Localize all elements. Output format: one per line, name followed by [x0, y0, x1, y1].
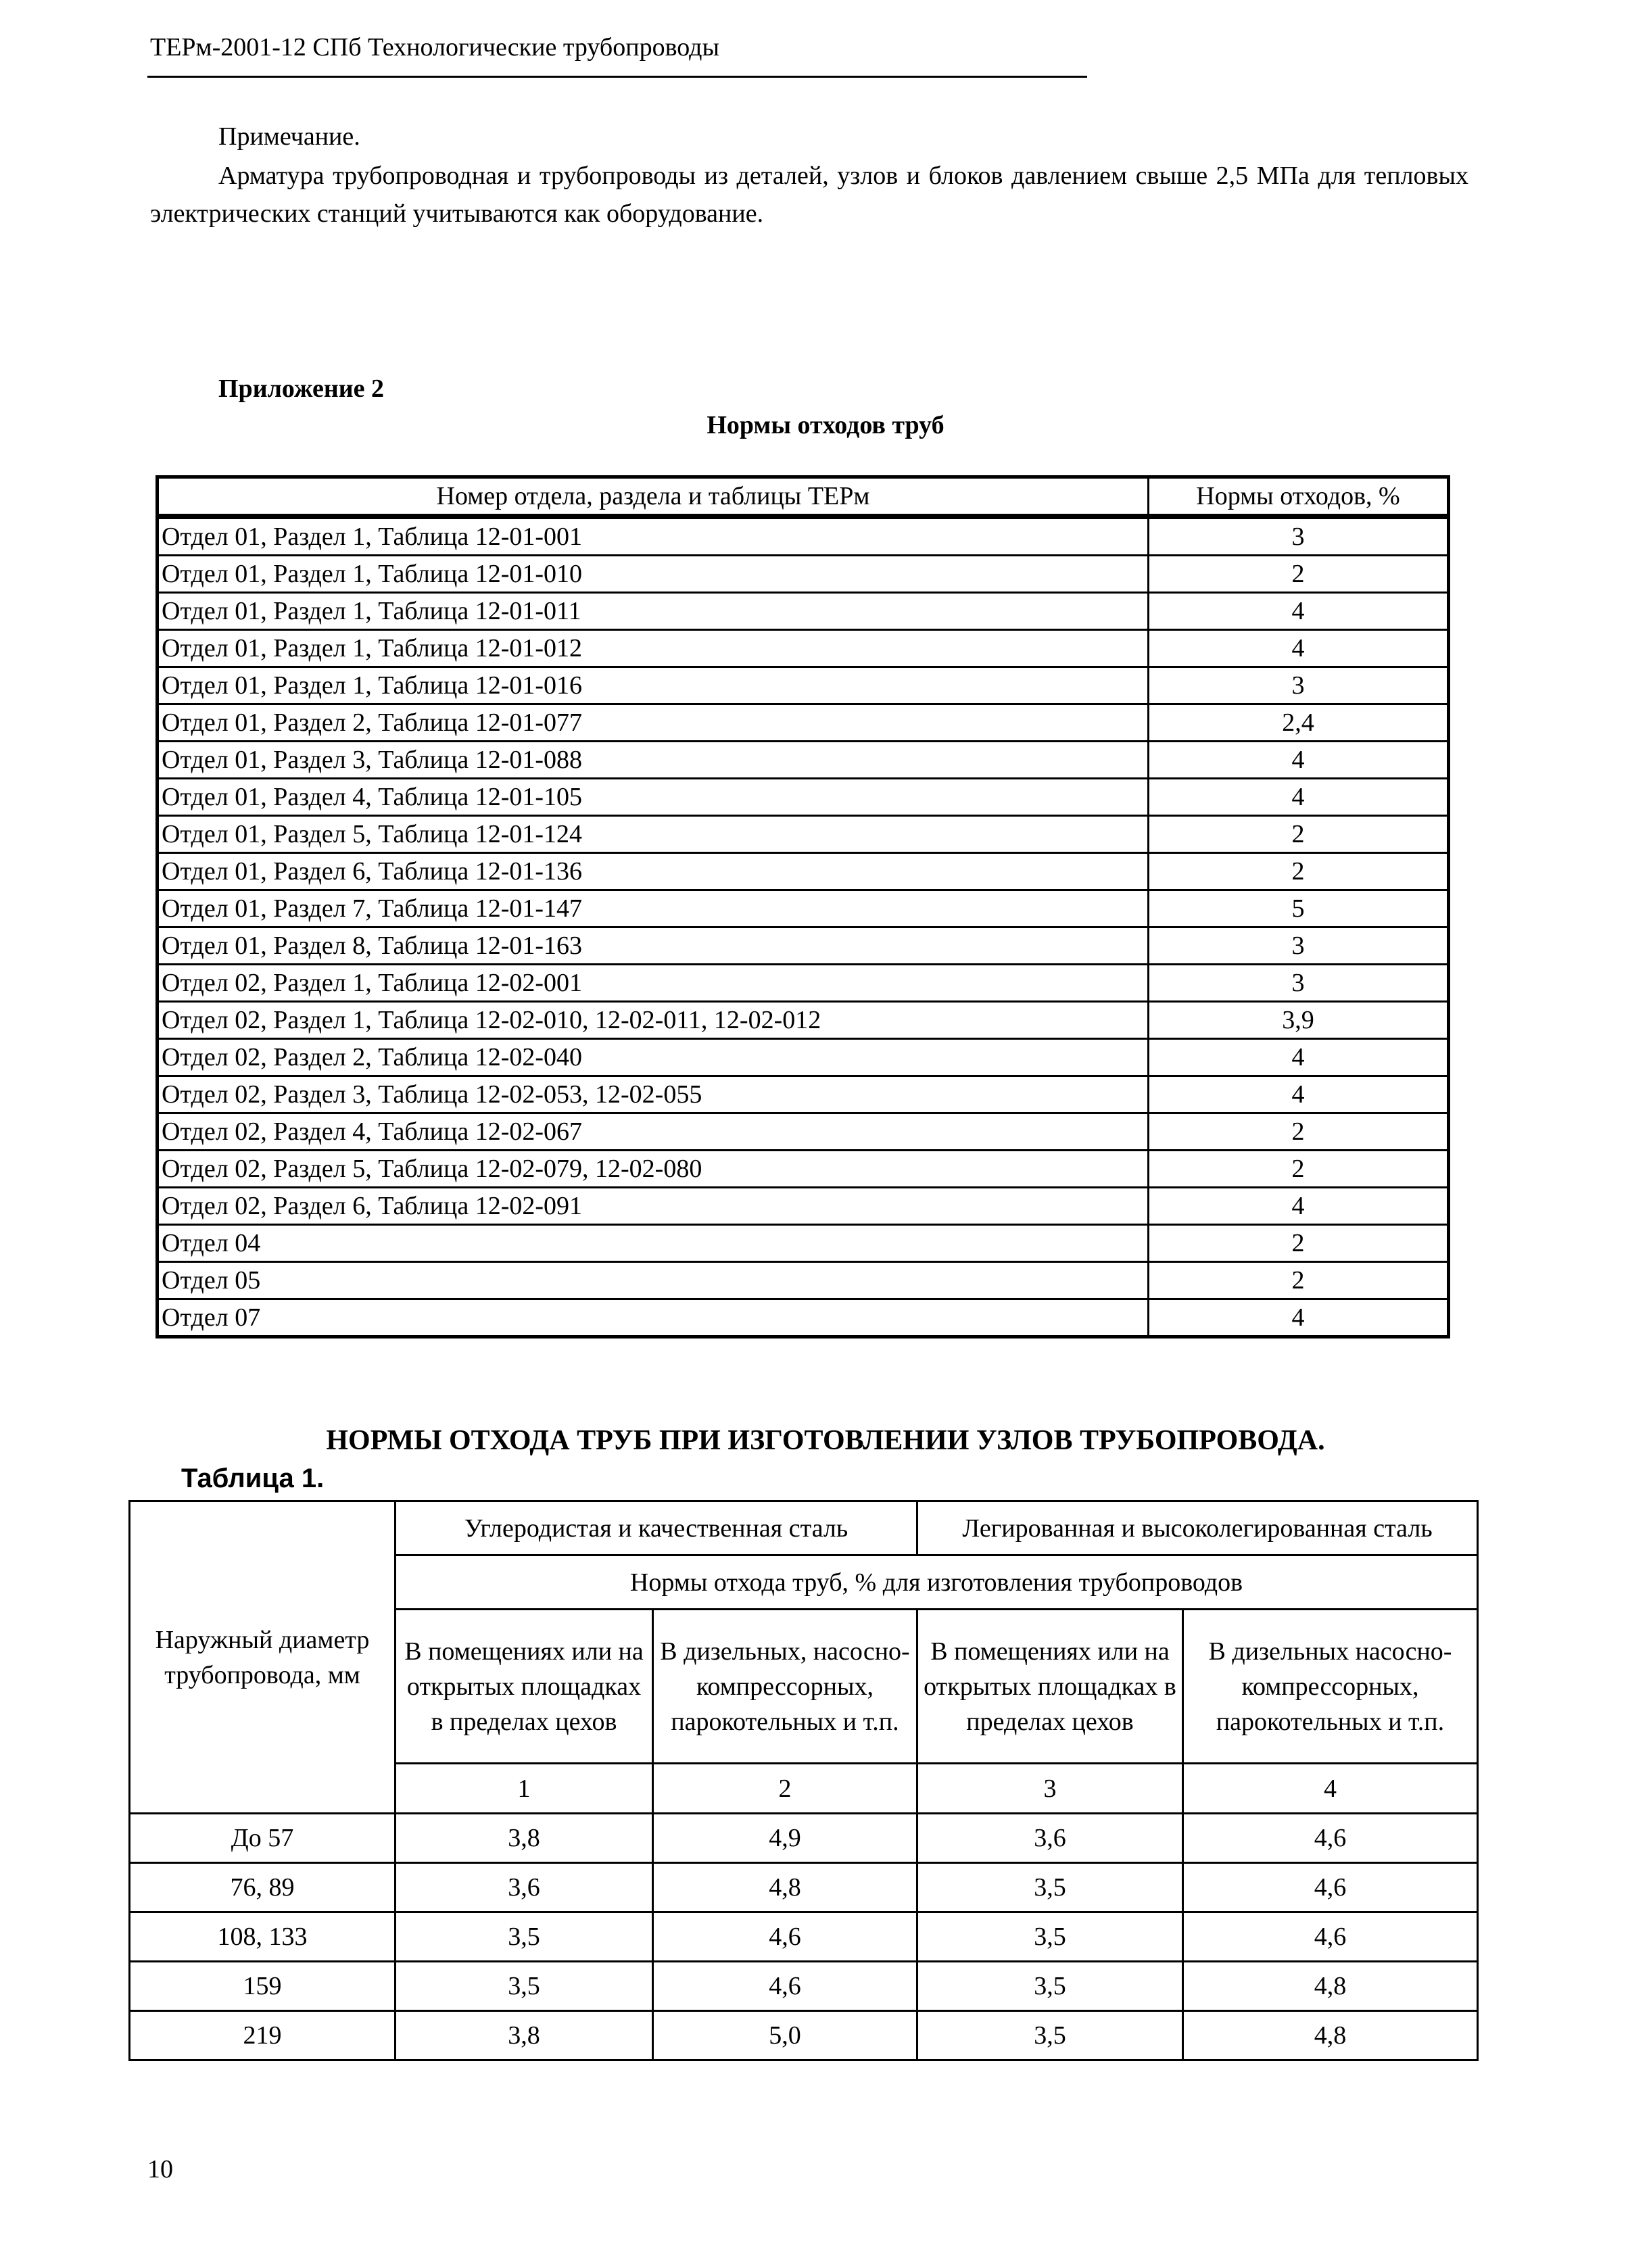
table-row: [158, 1299, 1449, 1337]
waste-norm-value: 4: [1149, 1188, 1449, 1225]
section-title: НОРМЫ ОТХОДА ТРУБ ПРИ ИЗГОТОВЛЕНИИ УЗЛОВ ТРУБОПРОВОДА.: [326, 1425, 1325, 1456]
column-number: 3: [917, 1764, 1183, 1814]
waste-norm-value: 2: [1149, 1151, 1449, 1188]
waste-norm-value: 4,6: [653, 1962, 917, 2011]
waste-norm-value: 4: [1149, 1076, 1449, 1113]
diameter-cell: 219: [130, 2011, 396, 2060]
section-reference: Отдел 01, Раздел 8, Таблица 12-01-163: [158, 927, 1149, 965]
table-row: [158, 853, 1449, 890]
steel-group-carbon: Углеродистая и качественная сталь: [396, 1501, 917, 1555]
table-row: [130, 2011, 1478, 2060]
waste-norm-value: 3,6: [917, 1814, 1183, 1863]
table-header-row: [158, 477, 1449, 517]
table-row: [158, 704, 1449, 742]
waste-norm-value: 3: [1149, 667, 1449, 704]
section-reference: Отдел 05: [158, 1262, 1149, 1299]
table-row: [158, 1076, 1449, 1113]
section-reference: Отдел 01, Раздел 2, Таблица 12-01-077: [158, 704, 1149, 742]
table-label: Таблица 1.: [181, 1464, 325, 1493]
table-row: [158, 1002, 1449, 1039]
waste-norms-table: [155, 475, 1450, 1338]
waste-norm-value: 4,6: [1183, 1912, 1478, 1962]
section-reference: Отдел 01, Раздел 5, Таблица 12-01-124: [158, 816, 1149, 853]
condition-header: В помещениях или на открытых площадках в пределах цехов: [396, 1610, 653, 1764]
note-text: Арматура трубопроводная и трубопроводы из деталей, узлов и блоков давлением свыше 2,5 МПа для тепловых электрических станций учитываются как оборудование.: [150, 162, 1468, 228]
table-row: [130, 1962, 1478, 2011]
table-row: [158, 742, 1449, 779]
waste-norm-value: 4: [1149, 630, 1449, 667]
section-reference: Отдел 02, Раздел 2, Таблица 12-02-040: [158, 1039, 1149, 1076]
section-reference: Отдел 02, Раздел 6, Таблица 12-02-091: [158, 1188, 1149, 1225]
steel-group-row: [130, 1501, 1478, 1555]
section-reference: Отдел 01, Раздел 1, Таблица 12-01-016: [158, 667, 1149, 704]
table-row: [158, 593, 1449, 630]
table-row: [158, 1151, 1449, 1188]
table-row: [158, 1225, 1449, 1262]
waste-norm-value: 4: [1149, 779, 1449, 816]
condition-header: В дизельных насосно-компрессорных, парокотельных и т.п.: [1183, 1610, 1478, 1764]
norms-header: Нормы отхода труб, % для изготовления трубопроводов: [396, 1555, 1478, 1610]
waste-norm-value: 3,6: [396, 1863, 653, 1912]
appendix-label: Приложение 2: [218, 375, 385, 403]
section-reference: Отдел 02, Раздел 4, Таблица 12-02-067: [158, 1113, 1149, 1151]
diameter-cell: 76, 89: [130, 1863, 396, 1912]
waste-norm-value: 4,8: [1183, 2011, 1478, 2060]
section-reference: Отдел 04: [158, 1225, 1149, 1262]
norms-title: Нормы отходов труб: [707, 411, 944, 439]
note-label: Примечание.: [218, 122, 360, 151]
table-row: [158, 779, 1449, 816]
table-row: [158, 927, 1449, 965]
column-header-section: Номер отдела, раздела и таблицы ТЕРм: [158, 477, 1149, 517]
waste-norm-value: 3,9: [1149, 1002, 1449, 1039]
waste-norm-value: 4: [1149, 593, 1449, 630]
waste-norm-value: 3,5: [396, 1912, 653, 1962]
table-row: [158, 890, 1449, 927]
waste-norm-value: 4: [1149, 742, 1449, 779]
section-reference: Отдел 01, Раздел 1, Таблица 12-01-011: [158, 593, 1149, 630]
waste-norm-value: 3: [1149, 927, 1449, 965]
waste-norm-value: 3,5: [917, 2011, 1183, 2060]
waste-norm-value: 5,0: [653, 2011, 917, 2060]
section-reference: Отдел 02, Раздел 3, Таблица 12-02-053, 12-02-055: [158, 1076, 1149, 1113]
waste-norm-value: 4,6: [1183, 1814, 1478, 1863]
table-row: [158, 1039, 1449, 1076]
waste-norm-value: 4,6: [1183, 1863, 1478, 1912]
table-row: [158, 1262, 1449, 1299]
condition-header: В помещениях или на открытых площадках в пределах цехов: [917, 1610, 1183, 1764]
section-reference: Отдел 01, Раздел 3, Таблица 12-01-088: [158, 742, 1149, 779]
waste-norm-value: 4,6: [653, 1912, 917, 1962]
waste-norm-value: 4: [1149, 1039, 1449, 1076]
waste-norm-value: 3,5: [917, 1912, 1183, 1962]
header-rule: [147, 76, 1087, 78]
table-row: [158, 965, 1449, 1002]
column-number: 1: [396, 1764, 653, 1814]
table-row: [158, 630, 1449, 667]
waste-norm-value: 2: [1149, 1262, 1449, 1299]
section-reference: Отдел 07: [158, 1299, 1149, 1337]
waste-norm-value: 2,4: [1149, 704, 1449, 742]
waste-norm-value: 2: [1149, 853, 1449, 890]
waste-norm-value: 3,8: [396, 1814, 653, 1863]
waste-norm-value: 5: [1149, 890, 1449, 927]
waste-norm-value: 4,8: [653, 1863, 917, 1912]
waste-norm-value: 3: [1149, 516, 1449, 556]
table-row: [158, 556, 1449, 593]
section-reference: Отдел 01, Раздел 6, Таблица 12-01-136: [158, 853, 1149, 890]
table-row: [158, 1113, 1449, 1151]
section-reference: Отдел 02, Раздел 5, Таблица 12-02-079, 12-02-080: [158, 1151, 1149, 1188]
table-row: [158, 667, 1449, 704]
waste-norm-value: 2: [1149, 1225, 1449, 1262]
section-reference: Отдел 01, Раздел 1, Таблица 12-01-012: [158, 630, 1149, 667]
section-reference: Отдел 02, Раздел 1, Таблица 12-02-010, 12-02-011, 12-02-012: [158, 1002, 1149, 1039]
section-reference: Отдел 01, Раздел 1, Таблица 12-01-001: [158, 516, 1149, 556]
section-reference: Отдел 01, Раздел 4, Таблица 12-01-105: [158, 779, 1149, 816]
waste-norm-value: 4,9: [653, 1814, 917, 1863]
waste-norm-value: 3,5: [917, 1863, 1183, 1912]
table-row: [158, 816, 1449, 853]
waste-norm-value: 3,8: [396, 2011, 653, 2060]
table-row: [130, 1912, 1478, 1962]
diameter-header: Наружный диаметр трубопровода, мм: [130, 1501, 396, 1814]
table-row: [130, 1814, 1478, 1863]
table-row: [130, 1863, 1478, 1912]
waste-norm-value: 2: [1149, 1113, 1449, 1151]
section-reference: Отдел 01, Раздел 7, Таблица 12-01-147: [158, 890, 1149, 927]
column-number: 2: [653, 1764, 917, 1814]
waste-norm-value: 3: [1149, 965, 1449, 1002]
waste-norm-value: 4,8: [1183, 1962, 1478, 2011]
pipe-assembly-waste-table: [128, 1500, 1479, 2061]
diameter-cell: 159: [130, 1962, 396, 2011]
waste-norm-value: 2: [1149, 556, 1449, 593]
section-reference: Отдел 01, Раздел 1, Таблица 12-01-010: [158, 556, 1149, 593]
diameter-cell: 108, 133: [130, 1912, 396, 1962]
column-header-norm: Нормы отходов, %: [1149, 477, 1449, 517]
condition-header: В дизельных, насосно-компрессорных, парокотельных и т.п.: [653, 1610, 917, 1764]
page-number: 10: [147, 2155, 173, 2183]
steel-group-alloy: Легированная и высоколегированная сталь: [917, 1501, 1478, 1555]
waste-norm-value: 3,5: [396, 1962, 653, 2011]
waste-norm-value: 3,5: [917, 1962, 1183, 2011]
waste-norm-value: 4: [1149, 1299, 1449, 1337]
spec-table-body: [130, 1814, 1478, 2060]
diameter-cell: До 57: [130, 1814, 396, 1863]
waste-norm-value: 2: [1149, 816, 1449, 853]
column-number: 4: [1183, 1764, 1478, 1814]
waste-table-body: [158, 516, 1449, 1337]
section-reference: Отдел 02, Раздел 1, Таблица 12-02-001: [158, 965, 1149, 1002]
table-row: [158, 1188, 1449, 1225]
table-row: [158, 516, 1449, 556]
running-header: ТЕРм-2001-12 СПб Технологические трубопроводы: [150, 33, 720, 62]
